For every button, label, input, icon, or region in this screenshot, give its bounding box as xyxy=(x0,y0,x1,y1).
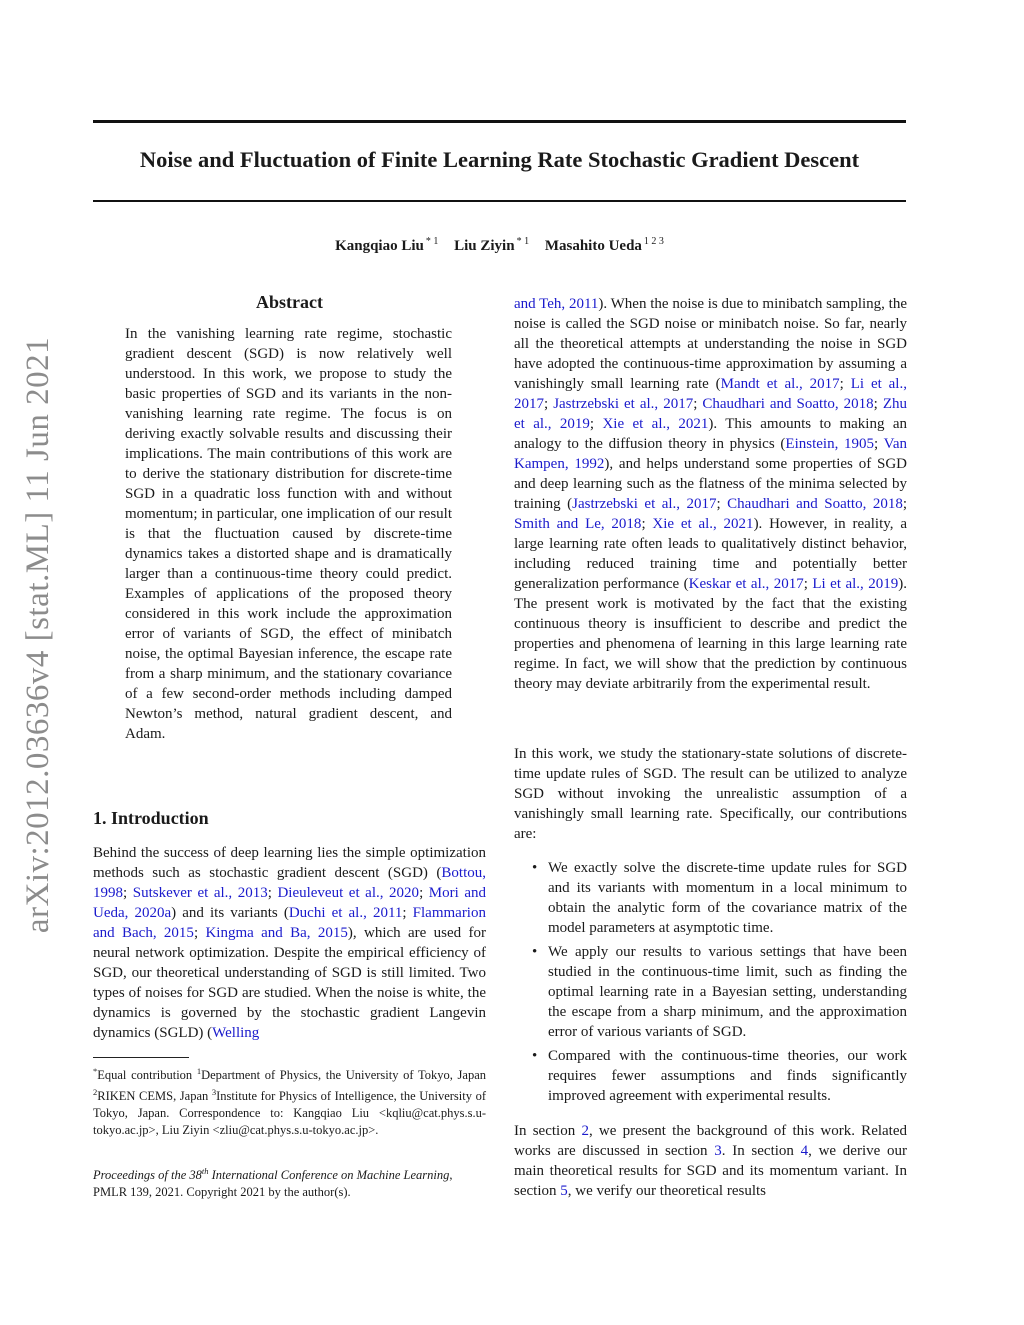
citation-link[interactable]: Bottou, 1998 xyxy=(93,865,486,901)
citation-link[interactable]: Jastrzebski et al., 2017 xyxy=(553,396,694,412)
citation-link[interactable]: Li et al., 2019 xyxy=(812,576,899,592)
bullet-icon: • xyxy=(532,1048,538,1064)
citation-link[interactable]: Welling xyxy=(212,1025,260,1041)
abstract-text: In the vanishing learning rate regime, stochastic gradient descent (SGD) is now relatively well understood. In this work, we propose to study the basic properties of SGD and its variants in the non-vanishing learning rate regime. The focus is on deriving exactly solvable results and discussing their implications. The main contributions of this work are to derive the stationary distribution for discrete-time SGD in a quadratic loss function with and without momentum; in particular, one implication of our result is that the fluctuation caused by discrete-time dynamics takes a distorted shape and is dramatically larger than a continuous-time theory could predict. Examples of applications of the proposed theory considered in this work include the approximation error of variants of SGD, the effect of minibatch noise, the optimal Bayesian inference, the escape rate from a sharp minimum, and the stationary covariance of a few second-order methods including damped Newton’s method, natural gradient descent, and Adam. xyxy=(125,326,452,742)
citation-link[interactable]: Mandt et al., 2017 xyxy=(720,376,840,392)
footnote: *Equal contribution $^1$Department of Physics, the University of Tokyo, Japan $^2$RIKEN CEMS, Japan $^3$Institute for Physics of Intelligence, the University of Tokyo, Japan. Correspondence to: Kangqiao Liu <kqliu@cat.phys.s.u-tokyo.ac.jp>, Liu Ziyin <zliu@cat.phys.s.u-tokyo.ac.jp>. xyxy=(93,1066,486,1137)
citation-link[interactable]: and Teh, 2011 xyxy=(514,296,599,312)
proceedings-note: Proceedings of the 38th International Conference on Machine Learning, PMLR 139, 2021. Copyright 2021 by the author(s). xyxy=(93,1166,453,1199)
section-heading-introduction: 1. Introduction xyxy=(93,808,209,828)
bullet-icon: • xyxy=(532,944,538,960)
citation-link[interactable]: Mori and Ueda, 2020a xyxy=(93,885,487,921)
right-paragraph-3: In section 2, we present the background of this work. Related works are discussed in section 3. In section 4, we derive our main theoretical results for SGD and its momentum variant. In section 5, we verify our theoretical results xyxy=(514,1123,907,1199)
author: Kangqiao Liu $^{* 1}$ xyxy=(335,236,439,254)
list-item: • Compared with the continuous-time theories, our work requires fewer assumptions and finds significantly improved agreement with experimental results. xyxy=(532,1048,907,1104)
right-paragraph-1: and Teh, 2011). When the noise is due to minibatch sampling, the noise is called the SGD noise or minibatch noise. So far, nearly all the theoretical attempts at understanding the noise in SGD have adopted the continuous-time approximation by assuming a vanishingly small learning rate (Mandt et al., 2017; Li et al., 2017; Jastrzebski et al., 2017; Chaudhari and Soatto, 2018; Zhu et al., 2019; Xie et al., 2021). This amounts to making an analogy to the diffusion theory in physics (Einstein, 1905; Van Kampen, 1992), and helps understand some properties of SGD and deep learning such as the flatness of the minima selected by training (Jastrzebski et al., 2017; Chaudhari and Soatto, 2018; Smith and Le, 2018; Xie et al., 2021). However, in reality, a large learning rate often leads to qualitatively distinct behavior, including reduced training time and potentially better generalization performance (Keskar et al., 2017; Li et al., 2019). The present work is motivated by the fact that the existing continuous theory is insufficient to describe and predict the properties and phenomena of learning in this large learning rate regime. In fact, we will show that the prediction by continuous theory may deviate arbitrarily from the experimental result. xyxy=(514,296,908,692)
citation-link[interactable]: Chaudhari and Soatto, 2018 xyxy=(702,396,874,412)
section-link[interactable]: 2 xyxy=(581,1123,589,1139)
right-paragraph-2: In this work, we study the stationary-state solutions of discrete-time update rules of SGD. The result can be utilized to analyze SGD without invoking the unrealistic assumption of a vanishingly small learning rate. Specifically, our contributions are: xyxy=(514,746,907,842)
citation-link[interactable]: Kingma and Ba, 2015 xyxy=(205,925,348,941)
citation-link[interactable]: Chaudhari and Soatto, 2018 xyxy=(727,496,903,512)
citation-link[interactable]: Xie et al., 2021 xyxy=(652,516,754,532)
citation-link[interactable]: Sutskever et al., 2013 xyxy=(132,885,268,901)
author: Masahito Ueda $^{1 2 3}$ xyxy=(544,236,664,254)
author: Liu Ziyin $^{* 1}$ xyxy=(454,236,530,254)
section-link[interactable]: 5 xyxy=(560,1183,568,1199)
footnote-rule xyxy=(93,1057,189,1058)
citation-link[interactable]: Duchi et al., 2011 xyxy=(288,905,403,921)
arxiv-stamp: arXiv:2012.03636v4 [stat.ML] 11 Jun 2021 xyxy=(20,336,56,934)
list-item: • We apply our results to various settings that have been studied in the continuous-time limit, such as finding the optimal learning rate in a Bayesian setting, understanding the escape from a sharp minimum, and the approximation error of various variants of SGD. xyxy=(532,944,907,1040)
citation-link[interactable]: Einstein, 1905 xyxy=(785,436,875,452)
citation-link[interactable]: Zhu et al., 2019 xyxy=(514,396,908,432)
intro-paragraph: Behind the success of deep learning lies the simple optimization methods such as stochastic gradient descent (SGD) (Bottou, 1998; Sutskever et al., 2013; Dieuleveut et al., 2020; Mori and Ueda, 2020a) and its variants (Duchi et al., 2011; Flammarion and Bach, 2015; Kingma and Ba, 2015), which are used for neural network optimization. Despite the empirical efficiency of SGD, our theoretical understanding of SGD is still limited. Two types of noises for SGD are studied. When the noise is white, the dynamics is governed by the stochastic gradient Langevin dynamics (SGLD) (Welling xyxy=(93,845,487,1041)
bullet-icon: • xyxy=(532,860,538,876)
list-item: • We exactly solve the discrete-time update rules for SGD and its variants with momentum in a local minimum to obtain the analytic form of the covariance matrix of the model parameters at asymptotic time. xyxy=(532,860,907,936)
title-rule-top xyxy=(93,120,906,123)
citation-link[interactable]: Jastrzebski et al., 2017 xyxy=(572,496,717,512)
citation-link[interactable]: Keskar et al., 2017 xyxy=(688,576,804,592)
citation-link[interactable]: Flammarion and Bach, 2015 xyxy=(93,905,486,941)
citation-link[interactable]: Xie et al., 2021 xyxy=(602,416,709,432)
section-link[interactable]: 3 xyxy=(714,1143,722,1159)
section-link[interactable]: 4 xyxy=(800,1143,809,1159)
title-rule-bottom xyxy=(93,200,906,202)
author-list xyxy=(93,236,906,255)
citation-link[interactable]: Smith and Le, 2018 xyxy=(514,516,642,532)
paper-title: Noise and Fluctuation of Finite Learning Rate Stochastic Gradient Descent xyxy=(139,147,860,172)
citation-link[interactable]: Van Kampen, 1992 xyxy=(514,436,907,472)
citation-link[interactable]: Dieuleveut et al., 2020 xyxy=(277,885,420,901)
contributions-list xyxy=(532,858,907,1110)
citation-link[interactable]: Li et al., 2017 xyxy=(514,376,907,412)
abstract-heading: Abstract xyxy=(256,292,323,312)
